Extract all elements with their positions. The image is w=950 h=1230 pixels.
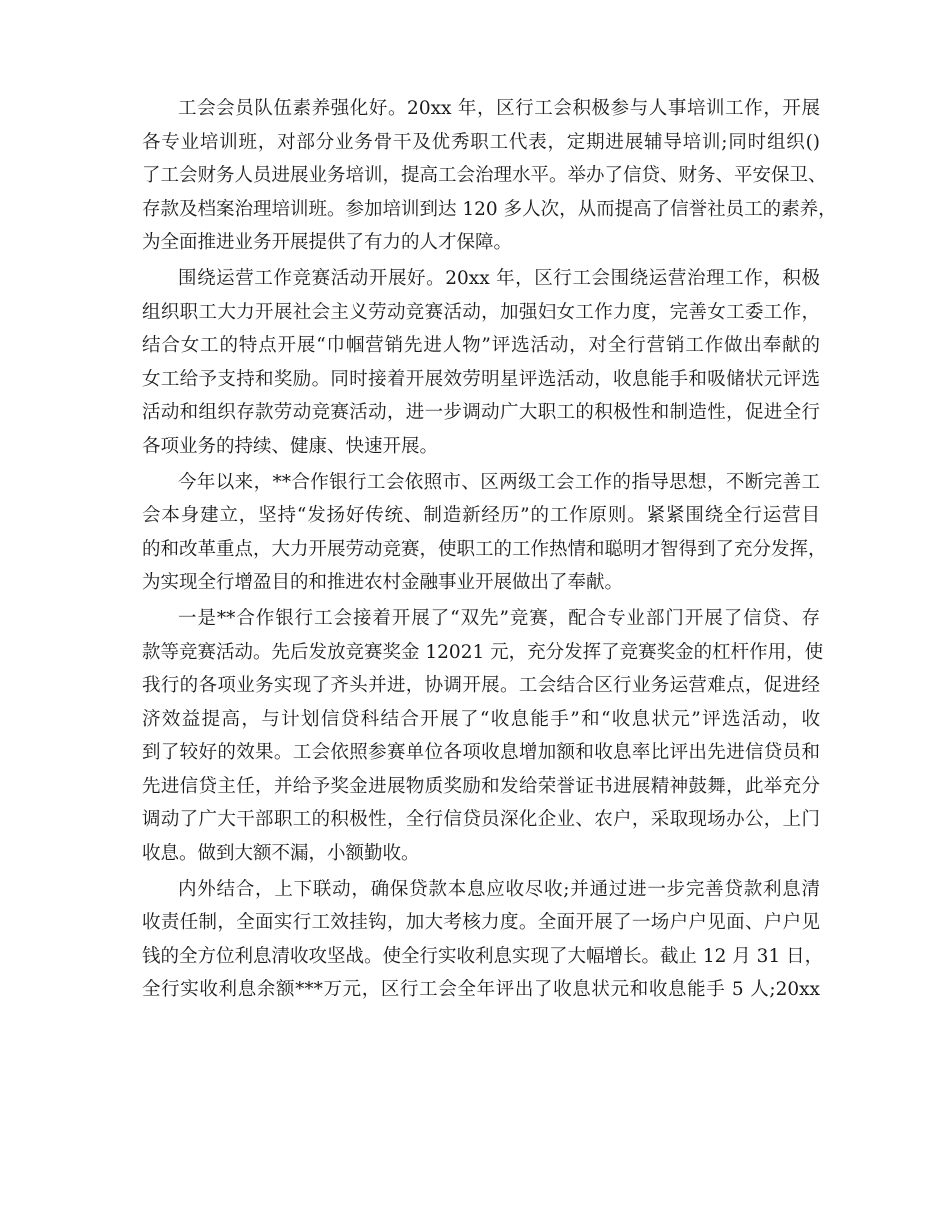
text-line: 济效益提高，与计划信贷科结合开展了“收息能手”和“收息状元”评选活动，收 [142, 708, 820, 730]
text-line: 款等竞赛活动。先后发放竞赛奖金 12021 元，充分发挥了竞赛奖金的杠杆作用，使 [142, 641, 824, 663]
text-line: 全行实收利息余额***万元，区行工会全年评出了收息状元和收息能手 5 人;20xx [142, 979, 820, 1001]
text-line: 活动和组织存款劳动竞赛活动，进一步调动广大职工的积极性和制造性，促进全行 [142, 402, 820, 424]
document-page [142, 92, 837, 1009]
text-line: 为实现全行增盈目的和推进农村金融事业开展做出了奉献。 [142, 572, 624, 594]
text-line: 工会会员队伍素养强化好。20xx 年，区行工会积极参与人事培训工作，开展 [178, 98, 820, 119]
text-line: 女工给予支持和奖励。同时接着开展效劳明星评选活动，收息能手和吸储状元评选 [142, 368, 820, 390]
text-line: 了工会财务人员进展业务培训，提高工会治理水平。举办了信贷、财务、平安保卫、 [142, 165, 827, 187]
text-line: 结合女工的特点开展“巾帼营销先进人物”评选活动，对全行营销工作做出奉献的 [142, 335, 820, 357]
text-line: 收责任制，全面实行工效挂钩，加大考核力度。全面开展了一场户户见面、户户见 [142, 912, 820, 934]
text-line: 一是**合作银行工会接着开展了“双先”竞赛，配合专业部门开展了信贷、存 [178, 607, 820, 629]
paragraph-member-training [142, 92, 837, 260]
text-line: 各专业培训班，对部分业务骨干及优秀职工代表，定期进展辅导培训;同时组织() [142, 131, 820, 153]
text-line: 会本身建立，坚持“发扬好传统、制造新经历”的工作原则。紧紧围绕全行运营目 [142, 505, 820, 527]
text-line: 今年以来，**合作银行工会依照市、区两级工会工作的指导思想，不断完善工 [178, 471, 820, 493]
paragraph-operations-competition [142, 262, 820, 464]
paragraph-double-advanced [142, 602, 824, 871]
text-line: 钱的全方位利息清收攻坚战。使全行实收利息实现了大幅增长。截止 12 月 31 日， [142, 945, 824, 967]
text-line: 先进信贷主任，并给予奖金进展物质奖励和发给荣誉证书进展精神鼓舞，此举充分 [142, 775, 820, 797]
text-line: 的和改革重点，大力开展劳动竞赛，使职工的工作热情和聪明才智得到了充分发挥， [142, 538, 827, 560]
text-line: 调动了广大干部职工的积极性，全行信贷员深化企业、农户，采取现场办公，上门 [142, 809, 820, 831]
text-line: 围绕运营工作竞赛活动开展好。20xx 年，区行工会围绕运营治理工作，积极 [178, 267, 820, 289]
text-line: 各项业务的持续、健康、快速开展。 [142, 435, 439, 457]
paragraph-this-year [142, 466, 827, 600]
text-line: 我行的各项业务实现了齐头并进，协调开展。工会结合区行业务运营难点，促进经 [142, 675, 820, 697]
text-line: 内外结合，上下联动，确保贷款本息应收尽收;并通过进一步完善贷款利息清 [178, 878, 820, 900]
text-line: 到了较好的效果。工会依照参赛单位各项收息增加额和收息率比评出先进信贷员和 [142, 742, 820, 764]
text-line: 为全面推进业务开展提供了有力的人才保障。 [142, 232, 513, 254]
text-line: 收息。做到大额不漏，小额勤收。 [142, 843, 420, 865]
paragraph-interest-collection [142, 873, 824, 1007]
text-line: 存款及档案治理培训班。参加培训到达 120 多人次，从而提高了信誉社员工的素养， [142, 198, 837, 220]
text-line: 组织职工大力开展社会主义劳动竞赛活动，加强妇女工作力度，完善女工委工作， [142, 301, 820, 323]
